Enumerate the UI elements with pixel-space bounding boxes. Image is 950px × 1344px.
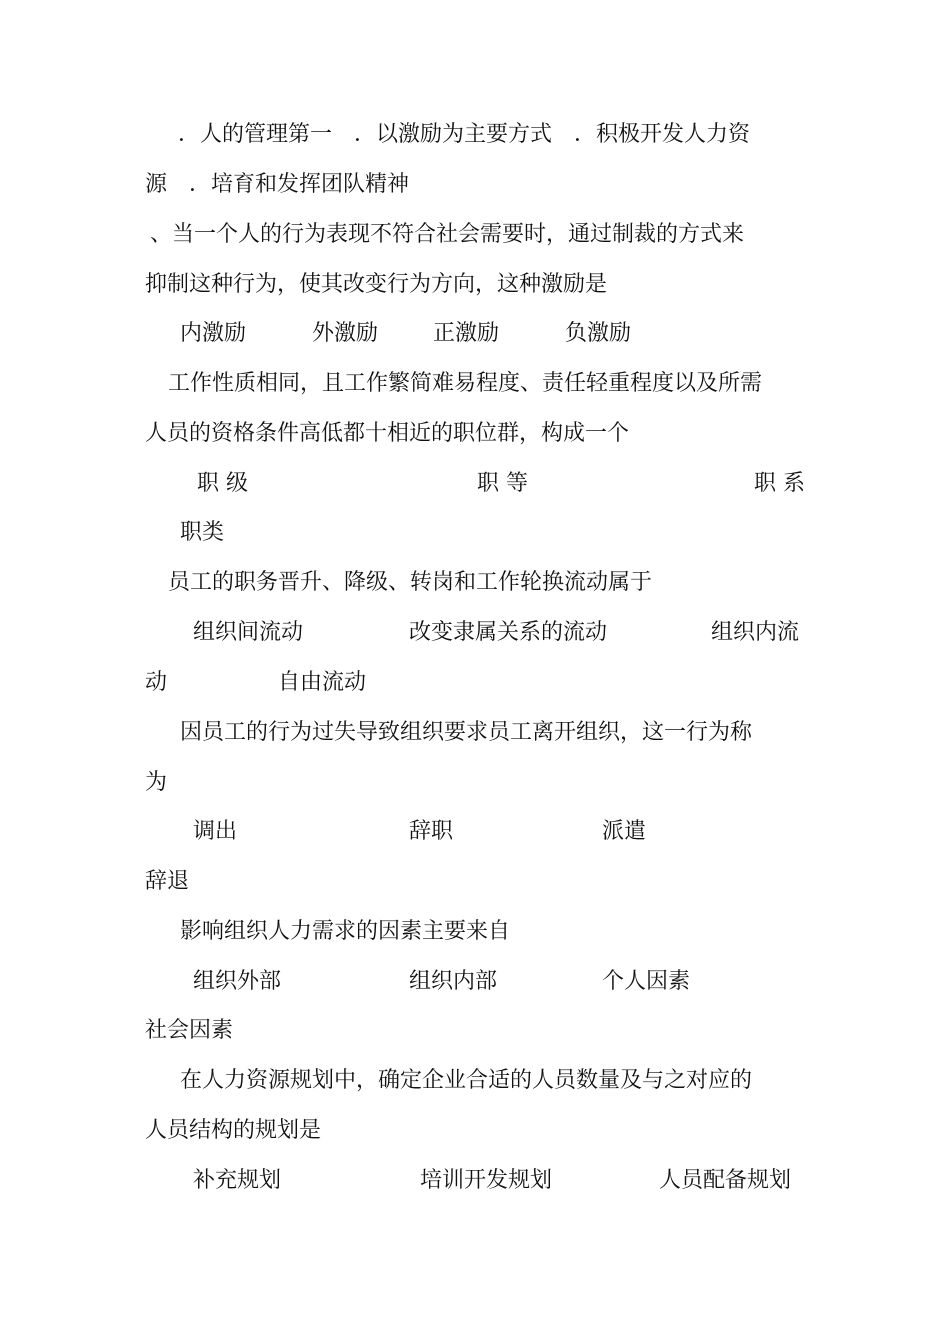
option-text: 组织间流动: [193, 620, 304, 645]
option-text: 动: [145, 670, 168, 695]
question-stem: 抑制这种行为，使其改变行为方向，这种激励是: [145, 272, 608, 297]
question-stem: 因员工的行为过失导致组织要求员工离开组织，这一行为称: [180, 720, 753, 745]
option-text: 组织内部: [409, 969, 498, 994]
answer-options-line-1: ．人的管理第一 ．以激励为主要方式 ．积极开发人力资: [178, 122, 751, 147]
question-stem: 人员的资格条件高低都十相近的职位群，构成一个: [145, 421, 630, 446]
question-stem: 影响组织人力需求的因素主要来自: [180, 919, 511, 944]
option-text: 组织内流: [711, 620, 800, 645]
option-text: 职 等: [477, 471, 528, 496]
option-text: 职 系: [754, 471, 805, 496]
option-text: 社会因素: [145, 1018, 234, 1043]
option-text: 辞退: [145, 869, 190, 894]
option-text: 自由流动: [278, 670, 367, 695]
option-text: 职 级: [197, 471, 248, 496]
question-stem: 员工的职务晋升、降级、转岗和工作轮换流动属于: [168, 570, 653, 595]
option-text: 补充规划: [193, 1168, 282, 1193]
option-text: 调出: [193, 819, 238, 844]
option-text: 正激励: [433, 321, 500, 346]
answer-options-line-2: 源 ．培育和发挥团队精神: [145, 172, 410, 197]
question-stem: 为: [145, 770, 168, 795]
option-text: 外激励: [312, 321, 379, 346]
question-stem: 在人力资源规划中，确定企业合适的人员数量及与之对应的: [180, 1068, 753, 1093]
option-text: 职类: [180, 520, 225, 545]
option-text: 改变隶属关系的流动: [409, 620, 608, 645]
option-text: 培训开发规划: [420, 1168, 553, 1193]
question-stem: 、当一个人的行为表现不符合社会需要时，通过制裁的方式来: [150, 222, 745, 247]
option-text: 辞职: [409, 819, 454, 844]
option-text: 个人因素: [602, 969, 691, 994]
option-text: 派遣: [602, 819, 647, 844]
question-stem: 人员结构的规划是: [145, 1118, 322, 1143]
option-text: 组织外部: [193, 969, 282, 994]
option-text: 负激励: [565, 321, 632, 346]
option-text: 人员配备规划: [659, 1168, 792, 1193]
question-stem: 工作性质相同，且工作繁简难易程度、责任轻重程度以及所需: [168, 371, 763, 396]
option-text: 内激励: [180, 321, 247, 346]
